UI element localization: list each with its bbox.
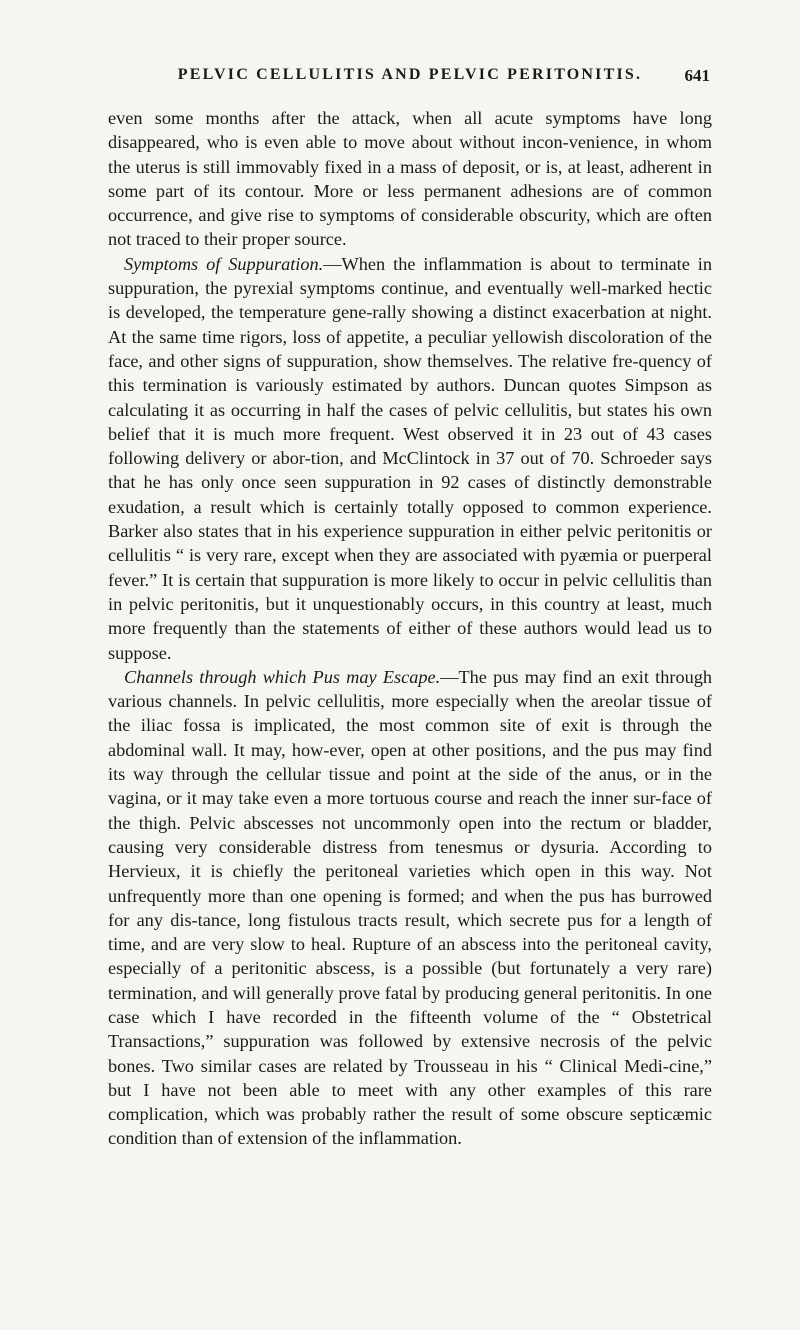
paragraph-continuation bbox=[108, 106, 712, 252]
page-header bbox=[110, 66, 710, 90]
section-heading-channels: Channels through which Pus may Escape. bbox=[124, 666, 441, 687]
paragraph-text: —The pus may find an exit through various channels. In pelvic cellulitis, more especially when the areolar tissue of the iliac fossa is implicated, the most common site of exit is through the abdominal wall. It may, how-ever, open at other positions, and the pus may find its way through the cellular tissue and point at the side of the anus, or in the vagina, or it may take even a more tortuous course and reach the inner sur-face of the thigh. Pelvic abscesses not uncommonly open into the rectum or bladder, causing very considerable distress from tenesmus or dysuria. According to Hervieux, it is chiefly the peritoneal varieties which open in this way. Not unfrequently more than one opening is formed; and when the pus has burrowed for any dis-tance, long fistulous tracts result, which secrete pus for a length of time, and are very slow to heal. Rupture of an abscess into the peritoneal cavity, especially of a peritonitic abscess, is a possible (but fortunately a very rare) termination, and will generally prove fatal by producing general peritonitis. In one case which I have recorded in the fifteenth volume of the “ Obstetrical Transactions,” suppuration was followed by extensive necrosis of the pelvic bones. Two similar cases are related by Trousseau in his “ Clinical Medi-cine,” but I have not been able to meet with any other examples of this rare complication, which was probably rather the result of some obscure septicæmic condition than of extension of the inflammation. bbox=[108, 666, 713, 1149]
paragraph-text: even some months after the attack, when all acute symptoms have long disappeared, who is even able to move about without incon-venience, in whom the uterus is still immovably fixed in a mass of deposit, or is, at least, adherent in some part of its contour. More or less permanent adhesions are of common occurrence, and give rise to symptoms of considerable obscurity, which are often not traced to their proper source. bbox=[108, 108, 712, 250]
paragraph-channels-of-escape bbox=[108, 665, 712, 1151]
body-text bbox=[108, 106, 712, 1151]
paragraph-symptoms-of-suppuration bbox=[108, 252, 712, 665]
running-title: PELVIC CELLULITIS AND PELVIC PERITONITIS. bbox=[177, 66, 643, 83]
paragraph-text: —When the inflammation is about to terminate in suppuration, the pyrexial symptoms continue, and eventually well-marked hectic is developed, the temperature gene-rally showing a distinct exacerbation at night. At the same time rigors, loss of appetite, a peculiar yellowish discoloration of the face, and other signs of suppuration, show themselves. The relative fre-quency of this termination is variously estimated by authors. Duncan quotes Simpson as calculating it as occurring in half the cases of pelvic cellulitis, but states his own belief that it is much more frequent. West observed it in 23 out of 43 cases following delivery or abor-tion, and McClintock in 37 out of 70. Schroeder says that he has only once seen suppuration in 92 cases of distinctly demonstrable exudation, a result which is certainly totally opposed to common experience. Barker also states that in his experience suppuration in either pelvic peritonitis or cellulitis “ is very rare, except when they are associated with pyæmia or puerperal fever.” It is certain that suppuration is more likely to occur in pelvic cellulitis than in pelvic peritonitis, but it unquestionably occurs, in this country at least, much more frequently than the statements of either of these authors would lead us to suppose. bbox=[108, 253, 712, 663]
section-heading-suppuration: Symptoms of Suppuration. bbox=[124, 253, 324, 274]
page-number: 641 bbox=[684, 66, 710, 85]
